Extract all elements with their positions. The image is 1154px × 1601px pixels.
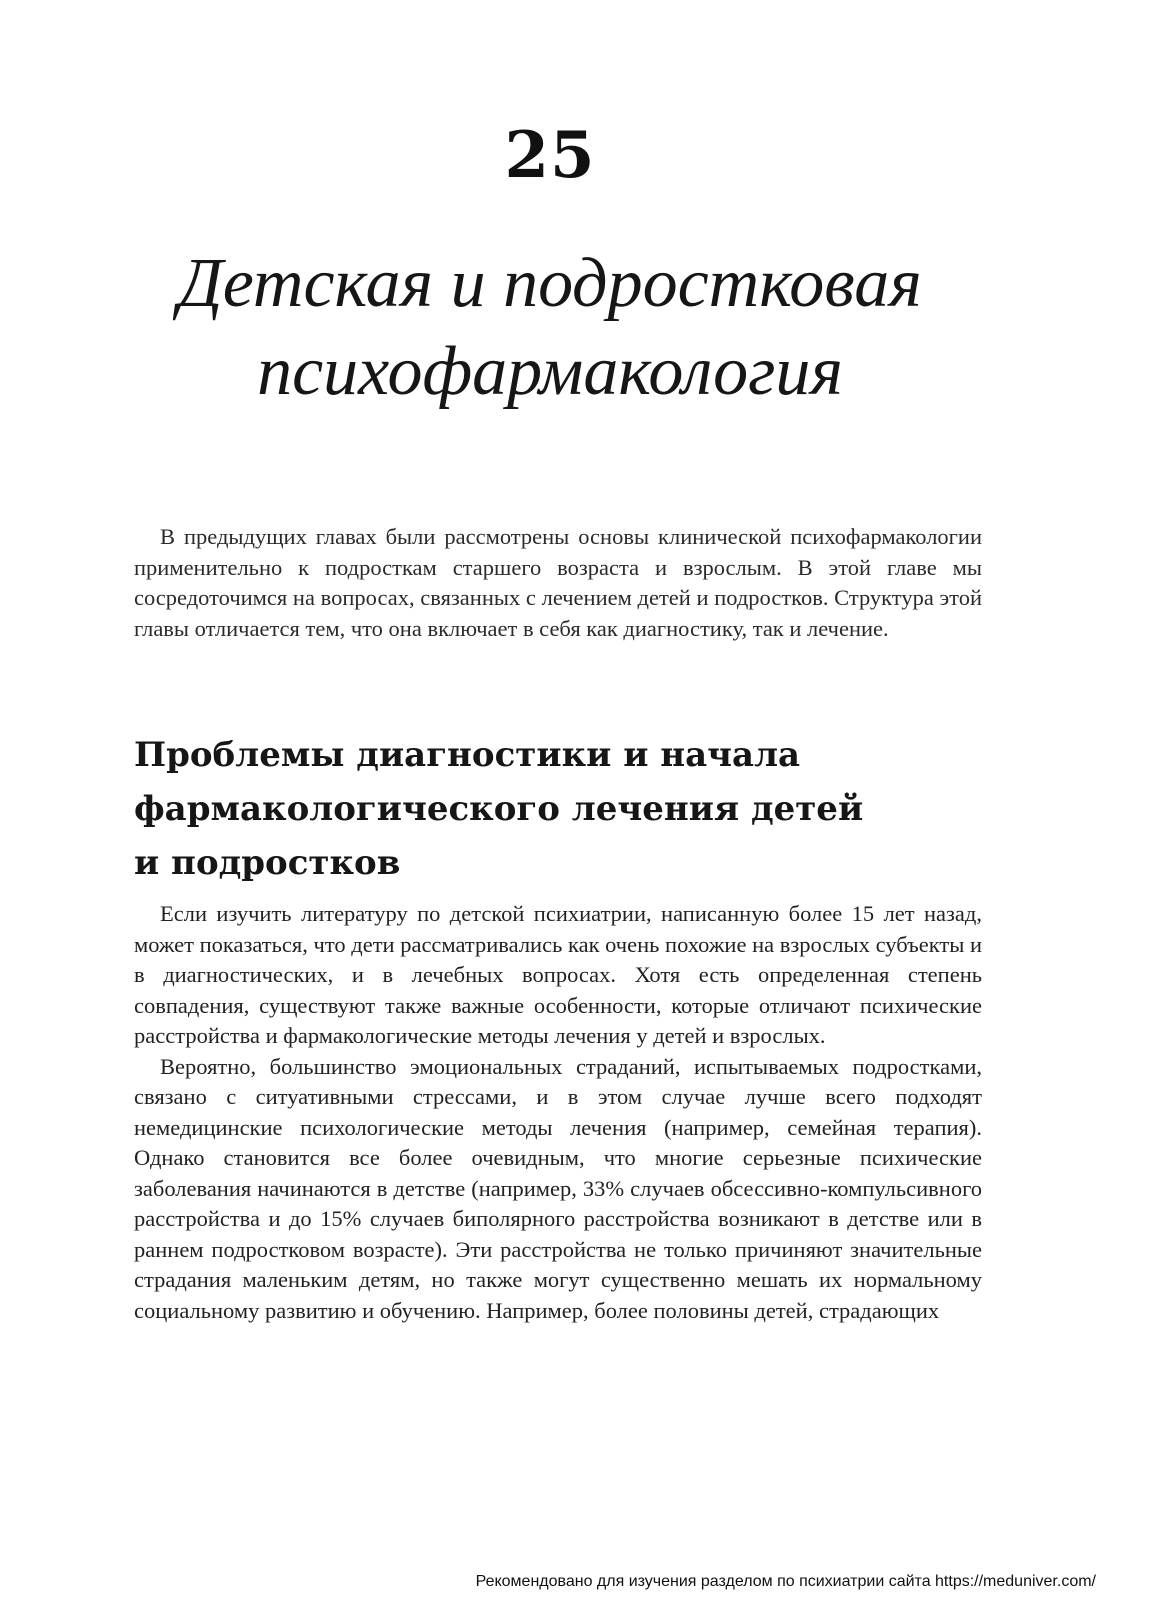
chapter-number: 25 — [504, 118, 596, 193]
section-heading-line-1: Проблемы диагностики и начала — [134, 735, 801, 775]
section-heading — [134, 728, 994, 890]
chapter-title-line-2: психофармакология — [257, 333, 843, 410]
chapter-title — [100, 240, 1000, 416]
section-body — [134, 899, 982, 1326]
footer-recommendation: Рекомендовано для изучения разделом по психиатрии сайта https://meduniver.com/ — [475, 1573, 1096, 1590]
chapter-title-line-1: Детская и подростковая — [178, 245, 922, 322]
body-paragraph: Вероятно, большинство эмоциональных страданий, испытываемых подростками, связано с ситуативными стрессами, и в этом случае лучше всего подходят немедицинские психологические методы лечения (например, семейная терапия). Однако становится все более очевидным, что многие серьезные психические заболевания начинаются в детстве (например, 33% случаев обсессивно-компульсивного расстройства и до 15% случаев биполярного расстройства возникают в детстве или в раннем подростковом возрасте). Эти расстройства не только причиняют значительные страдания маленьким детям, но также могут существенно мешать их нормальному социальному развитию и обучению. Например, более половины детей, страдающих — [134, 1053, 982, 1323]
body-paragraph: Если изучить литературу по детской психиатрии, написанную более 15 лет назад, может показаться, что дети рассматривались как очень похожие на взрослых субъекты и в диагностических, и в лечебных вопросах. Хотя есть определенная степень совпадения, существуют также важные особенности, которые отличают психические расстройства и фармакологические методы лечения у детей и взрослых. — [134, 901, 982, 1048]
section-heading-line-3: и подростков — [134, 843, 401, 883]
intro-paragraph: В предыдущих главах были рассмотрены основы клинической психофармакологии применительно к подросткам старшего возраста и взрослым. В этой главе мы сосредоточимся на вопросах, связанных с лечением детей и подростков. Структура этой главы отличается тем, что она включает в себя как диагностику, так и лечение. — [134, 524, 982, 641]
section-heading-line-2: фармакологического лечения детей — [134, 789, 864, 829]
intro-text — [134, 522, 982, 644]
